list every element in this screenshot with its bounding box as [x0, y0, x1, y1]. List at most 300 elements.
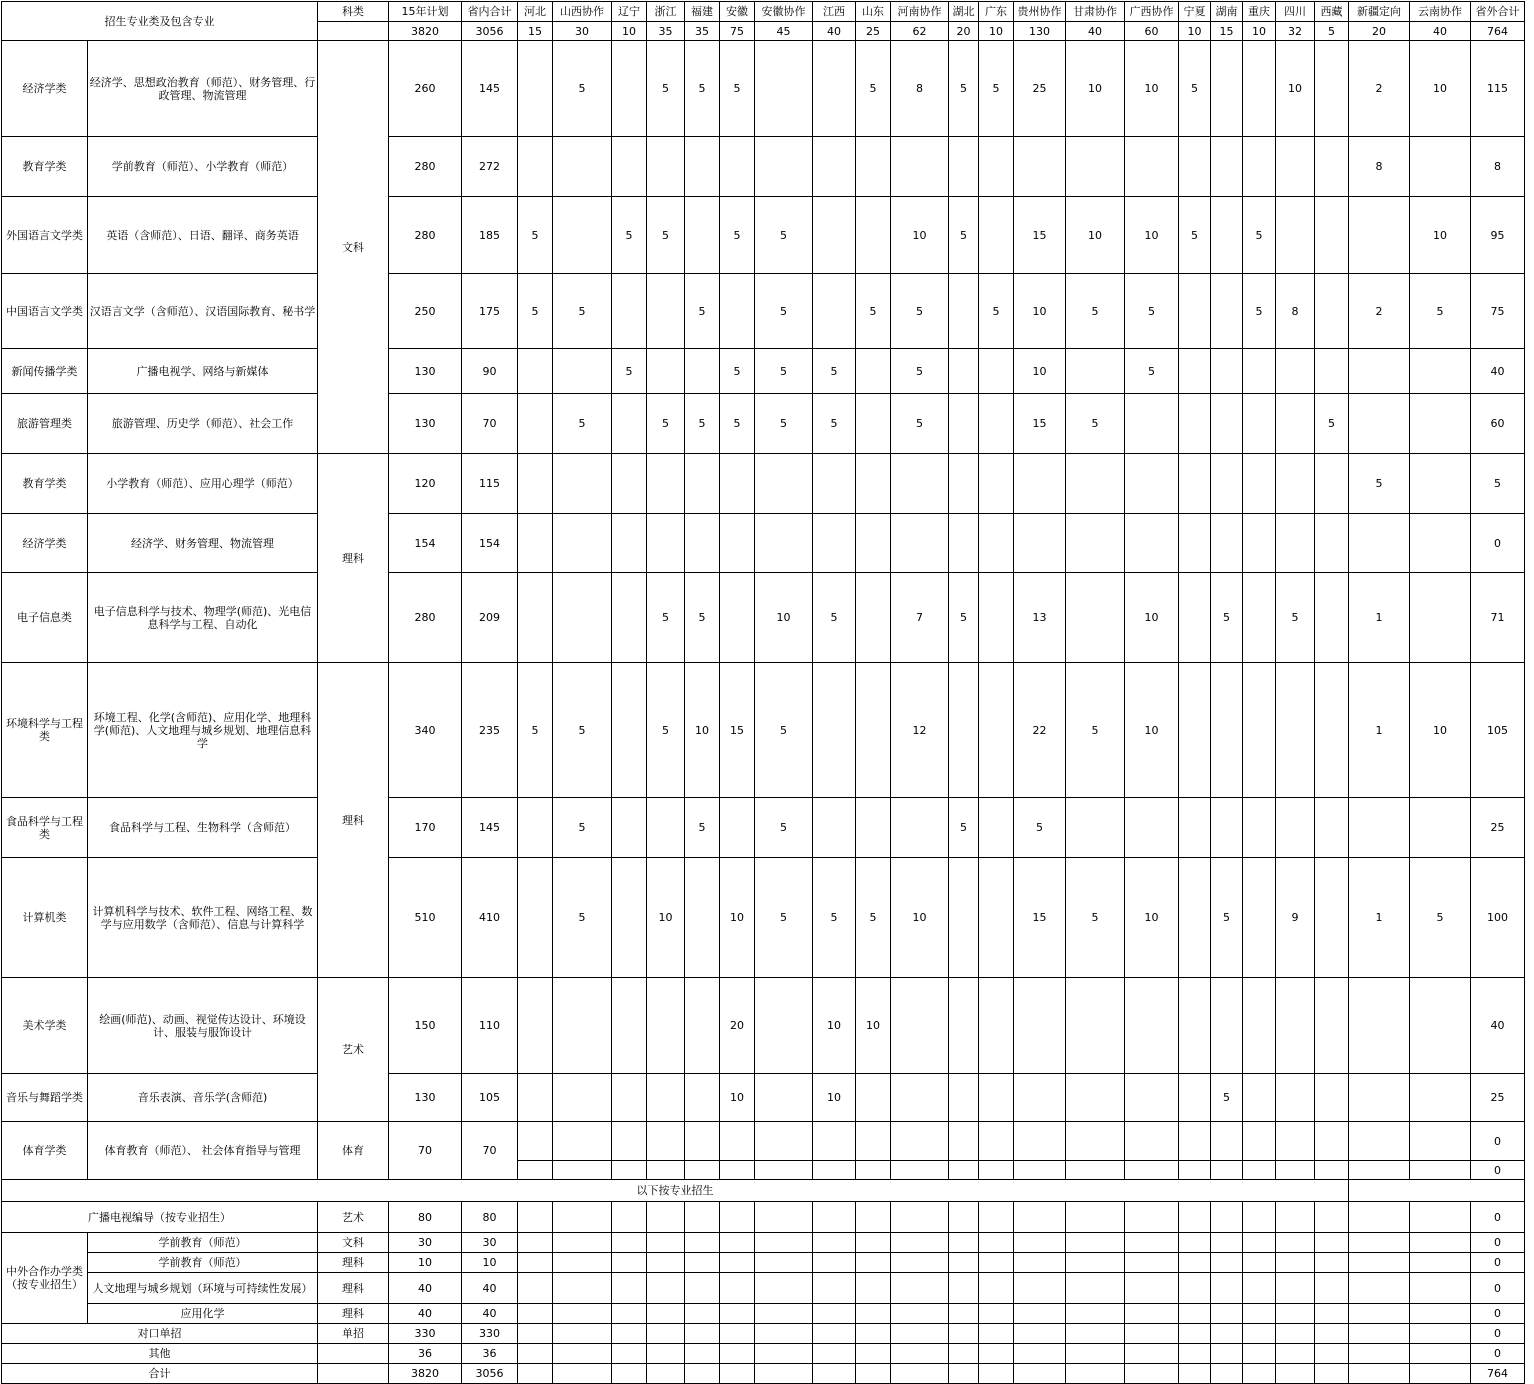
region-value: [1243, 1253, 1276, 1273]
region-value: [1410, 573, 1471, 663]
region-value: 5: [891, 274, 949, 349]
region-value: [1315, 1161, 1349, 1180]
region-value: [1125, 1122, 1179, 1161]
data-row: [2, 394, 1525, 454]
region-value: [553, 1202, 612, 1233]
track-cell: 理科: [318, 1273, 389, 1304]
region-value: [949, 1324, 979, 1344]
region-value: 5: [553, 663, 612, 798]
region-value: 10: [685, 663, 720, 798]
region-value: [856, 514, 891, 573]
data-row: [2, 514, 1525, 573]
program-name: 学前教育（师范）: [88, 1253, 318, 1273]
region-value: 5: [949, 41, 979, 137]
region-value: [1211, 1304, 1243, 1324]
region-value: [1179, 137, 1211, 197]
region-value: [813, 41, 856, 137]
header-outprov: 省外合计: [1471, 2, 1525, 22]
region-value: [755, 1122, 813, 1161]
region-value: [856, 663, 891, 798]
region-value: [647, 1364, 685, 1384]
region-value: [1243, 514, 1276, 573]
region-value: [813, 663, 856, 798]
region-value: 5: [755, 197, 813, 274]
region-value: [1211, 1324, 1243, 1344]
region-value: 25: [1014, 41, 1066, 137]
region-value: [1179, 394, 1211, 454]
region-value: 10: [1125, 663, 1179, 798]
region-value: [720, 1253, 755, 1273]
outprov-value: 0: [1471, 514, 1525, 573]
region-value: [553, 573, 612, 663]
region-value: [720, 1233, 755, 1253]
plan-value: 170: [389, 798, 462, 858]
inprov-value: 36: [462, 1344, 518, 1364]
region-value: [720, 1273, 755, 1304]
region-value: [979, 349, 1014, 394]
category-name: 外国语言文学类: [2, 197, 88, 274]
region-value: [949, 1122, 979, 1161]
inprov-value: 3056: [462, 1364, 518, 1384]
region-value: [720, 1344, 755, 1364]
region-value: 1: [1349, 858, 1410, 978]
region-value: [553, 978, 612, 1074]
region-value: 10: [813, 978, 856, 1074]
header-region: 安徽协作: [755, 2, 813, 22]
region-value: 13: [1014, 573, 1066, 663]
region-value: [856, 197, 891, 274]
region-value: [1014, 1304, 1066, 1324]
outprov-value: 60: [1471, 394, 1525, 454]
region-value: [1014, 1364, 1066, 1384]
region-value: [1211, 1233, 1243, 1253]
region-value: [553, 514, 612, 573]
region-value: 5: [553, 41, 612, 137]
region-value: [1125, 1324, 1179, 1344]
region-value: [612, 663, 647, 798]
outprov-value: 0: [1471, 1253, 1525, 1273]
region-value: [1179, 274, 1211, 349]
region-value: [1243, 573, 1276, 663]
data-row: [2, 349, 1525, 394]
region-value: [1410, 454, 1471, 514]
region-value: [856, 1324, 891, 1344]
region-value: [1243, 978, 1276, 1074]
header-plan: 15年计划: [389, 2, 462, 22]
region-value: [949, 454, 979, 514]
region-value: 5: [1125, 274, 1179, 349]
region-value: [553, 1161, 612, 1180]
plan-value: 120: [389, 454, 462, 514]
region-value: 10: [1125, 573, 1179, 663]
category-name: 食品科学与工程类: [2, 798, 88, 858]
region-value: [1014, 1074, 1066, 1122]
total-region: 10: [1243, 22, 1276, 41]
region-value: [1179, 1324, 1211, 1344]
region-value: [856, 454, 891, 514]
region-value: 5: [979, 274, 1014, 349]
region-value: [1211, 1161, 1243, 1180]
region-value: [1125, 978, 1179, 1074]
region-value: [979, 514, 1014, 573]
program-name: 人文地理与城乡规划（环境与可持续性发展）: [88, 1273, 318, 1304]
region-value: [1410, 1122, 1471, 1161]
region-value: [891, 1202, 949, 1233]
region-value: [1410, 1304, 1471, 1324]
region-value: [1276, 1253, 1315, 1273]
region-value: [612, 1364, 647, 1384]
region-value: [1066, 1253, 1125, 1273]
region-value: [979, 1161, 1014, 1180]
region-value: [720, 1304, 755, 1324]
region-value: [1349, 197, 1410, 274]
region-value: 5: [518, 274, 553, 349]
region-value: [979, 1273, 1014, 1304]
plan-value: 130: [389, 394, 462, 454]
region-value: [1179, 573, 1211, 663]
region-value: [1014, 1233, 1066, 1253]
region-value: [647, 1122, 685, 1161]
region-value: [856, 1273, 891, 1304]
track-cell: 艺术: [318, 978, 389, 1122]
region-value: [949, 1074, 979, 1122]
total-region: 45: [755, 22, 813, 41]
region-value: 2: [1349, 41, 1410, 137]
region-value: [685, 137, 720, 197]
plan-value: 130: [389, 349, 462, 394]
region-value: [1066, 1122, 1125, 1161]
region-value: [1066, 1304, 1125, 1324]
region-value: [1243, 41, 1276, 137]
region-value: [518, 573, 553, 663]
region-value: 5: [949, 573, 979, 663]
region-value: 15: [1014, 394, 1066, 454]
region-value: [755, 41, 813, 137]
region-value: [1014, 1122, 1066, 1161]
category-name: 教育学类: [2, 454, 88, 514]
region-value: [949, 1233, 979, 1253]
total-region: 10: [979, 22, 1014, 41]
region-value: [1179, 1074, 1211, 1122]
region-value: 5: [755, 274, 813, 349]
region-value: [1179, 858, 1211, 978]
inprov-value: 330: [462, 1324, 518, 1344]
region-value: 5: [813, 349, 856, 394]
region-value: [949, 1344, 979, 1364]
region-value: [813, 1364, 856, 1384]
region-value: [553, 1233, 612, 1253]
inprov-value: 154: [462, 514, 518, 573]
region-value: [612, 573, 647, 663]
region-value: [1211, 274, 1243, 349]
region-value: 5: [720, 394, 755, 454]
region-value: 5: [685, 798, 720, 858]
region-value: 5: [979, 41, 1014, 137]
region-value: [979, 1364, 1014, 1384]
region-value: [518, 349, 553, 394]
total-plan: 3820: [389, 22, 462, 41]
region-value: [1315, 197, 1349, 274]
region-value: 10: [856, 978, 891, 1074]
region-value: [1243, 858, 1276, 978]
region-value: [1125, 137, 1179, 197]
region-value: [1349, 349, 1410, 394]
region-value: [1410, 798, 1471, 858]
data-row: [2, 573, 1525, 663]
region-value: [1066, 349, 1125, 394]
region-value: 5: [1211, 858, 1243, 978]
region-value: 12: [891, 663, 949, 798]
region-value: 5: [949, 197, 979, 274]
region-value: [720, 514, 755, 573]
region-value: 5: [1211, 1074, 1243, 1122]
region-value: [755, 1074, 813, 1122]
region-value: 1: [1349, 663, 1410, 798]
region-value: [720, 274, 755, 349]
region-value: [1349, 798, 1410, 858]
region-value: [612, 1273, 647, 1304]
region-value: [1125, 1253, 1179, 1273]
region-value: [856, 1161, 891, 1180]
region-value: [891, 514, 949, 573]
region-value: [1211, 1202, 1243, 1233]
region-value: [856, 1304, 891, 1324]
header-region: 湖南: [1211, 2, 1243, 22]
region-value: [979, 858, 1014, 978]
track-cell: 体育: [318, 1122, 389, 1180]
region-value: [1315, 1304, 1349, 1324]
region-value: [1243, 1233, 1276, 1253]
region-value: [1276, 197, 1315, 274]
region-value: [856, 1074, 891, 1122]
region-value: [1276, 137, 1315, 197]
region-value: [979, 1233, 1014, 1253]
region-value: [518, 978, 553, 1074]
region-value: [979, 573, 1014, 663]
total-region: 62: [891, 22, 949, 41]
region-value: [1125, 1233, 1179, 1253]
outprov-value: 25: [1471, 1074, 1525, 1122]
region-value: [1125, 1364, 1179, 1384]
majors-list: 旅游管理、历史学（师范）、社会工作: [88, 394, 318, 454]
region-value: [856, 1202, 891, 1233]
header-region: 湖北: [949, 2, 979, 22]
data-row: [2, 197, 1525, 274]
region-value: [1066, 514, 1125, 573]
region-value: 5: [1243, 197, 1276, 274]
region-value: [720, 1202, 755, 1233]
region-value: 5: [720, 349, 755, 394]
header-region: 重庆: [1243, 2, 1276, 22]
region-value: [1014, 1253, 1066, 1273]
region-value: [891, 1324, 949, 1344]
region-value: [1349, 978, 1410, 1074]
region-value: [1315, 663, 1349, 798]
region-value: 5: [755, 349, 813, 394]
region-value: [1243, 454, 1276, 514]
region-value: [755, 454, 813, 514]
region-value: [1349, 1122, 1410, 1161]
outprov-value: 40: [1471, 349, 1525, 394]
total-region: 35: [685, 22, 720, 41]
total-region: 32: [1276, 22, 1315, 41]
region-value: [720, 454, 755, 514]
region-value: [1014, 1273, 1066, 1304]
region-value: [612, 394, 647, 454]
region-value: 2: [1349, 274, 1410, 349]
region-value: [1066, 1273, 1125, 1304]
region-value: [1243, 663, 1276, 798]
region-value: [949, 1253, 979, 1273]
data-row: [2, 41, 1525, 137]
region-value: [979, 137, 1014, 197]
header-region: 辽宁: [612, 2, 647, 22]
total-outprov: 764: [1471, 22, 1525, 41]
region-value: 5: [720, 41, 755, 137]
region-value: [1179, 1233, 1211, 1253]
region-value: [612, 978, 647, 1074]
region-value: [891, 454, 949, 514]
outprov-value: 105: [1471, 663, 1525, 798]
region-value: [553, 1273, 612, 1304]
region-value: 5: [856, 858, 891, 978]
category-name: 新闻传播学类: [2, 349, 88, 394]
plan-value: 330: [389, 1324, 462, 1344]
region-value: 10: [891, 858, 949, 978]
region-value: 5: [1014, 798, 1066, 858]
region-value: 10: [1276, 41, 1315, 137]
inprov-value: 185: [462, 197, 518, 274]
program-name: 广播电视编导（按专业招生）: [2, 1202, 318, 1233]
region-value: [1410, 1233, 1471, 1253]
outprov-value: 0: [1471, 1324, 1525, 1344]
region-value: [647, 1233, 685, 1253]
region-value: [1410, 1074, 1471, 1122]
program-name: 对口单招: [2, 1324, 318, 1344]
region-value: [755, 1161, 813, 1180]
region-value: 5: [813, 858, 856, 978]
region-value: [553, 1324, 612, 1344]
data-row: [2, 137, 1525, 197]
region-value: [1014, 514, 1066, 573]
region-value: [1066, 1324, 1125, 1344]
special-row: [2, 1253, 1525, 1273]
majors-list: 绘画(师范)、动画、视觉传达设计、环境设计、服装与服饰设计: [88, 978, 318, 1074]
region-value: [1315, 514, 1349, 573]
category-name: 计算机类: [2, 858, 88, 978]
region-value: 5: [720, 197, 755, 274]
region-value: [813, 274, 856, 349]
region-value: [612, 1304, 647, 1324]
region-value: [1066, 798, 1125, 858]
region-value: [1349, 1253, 1410, 1273]
region-value: [979, 1324, 1014, 1344]
region-value: [1276, 1344, 1315, 1364]
region-value: [1243, 394, 1276, 454]
total-region: 130: [1014, 22, 1066, 41]
plan-value: 280: [389, 197, 462, 274]
region-value: 15: [1014, 858, 1066, 978]
region-value: [518, 1122, 553, 1161]
region-value: 5: [553, 274, 612, 349]
region-value: [553, 137, 612, 197]
header-region: 福建: [685, 2, 720, 22]
region-value: [1125, 1344, 1179, 1364]
region-value: [1243, 1344, 1276, 1364]
region-value: [553, 197, 612, 274]
total-region: 35: [647, 22, 685, 41]
region-value: [1315, 137, 1349, 197]
region-value: [1211, 514, 1243, 573]
region-value: [518, 1364, 553, 1384]
region-value: [553, 1364, 612, 1384]
majors-list: 音乐表演、音乐学(含师范): [88, 1074, 318, 1122]
region-value: [1410, 1324, 1471, 1344]
region-value: 5: [856, 274, 891, 349]
region-value: [685, 1202, 720, 1233]
category-name: 教育学类: [2, 137, 88, 197]
region-value: 5: [647, 663, 685, 798]
region-value: [1243, 1202, 1276, 1233]
region-value: [1125, 514, 1179, 573]
header-track-blank: [318, 22, 389, 41]
inprov-value: 70: [462, 394, 518, 454]
region-value: [813, 197, 856, 274]
region-value: 5: [1066, 663, 1125, 798]
plan-value: 70: [389, 1122, 462, 1180]
region-value: [1243, 1074, 1276, 1122]
region-value: [1211, 41, 1243, 137]
outprov-value: 764: [1471, 1364, 1525, 1384]
region-value: [1211, 798, 1243, 858]
region-value: [1211, 1122, 1243, 1161]
region-value: [1315, 274, 1349, 349]
region-value: [647, 1304, 685, 1324]
region-value: [1179, 349, 1211, 394]
total-region: 25: [856, 22, 891, 41]
region-value: [1349, 1364, 1410, 1384]
inprov-value: 40: [462, 1273, 518, 1304]
region-value: [891, 1161, 949, 1180]
header-region: 山东: [856, 2, 891, 22]
total-region: 40: [1410, 22, 1471, 41]
region-value: [1276, 1273, 1315, 1304]
region-value: [647, 798, 685, 858]
region-value: 5: [1349, 454, 1410, 514]
region-value: 5: [685, 394, 720, 454]
region-value: [518, 454, 553, 514]
region-value: [979, 1202, 1014, 1233]
region-value: 5: [647, 41, 685, 137]
outprov-value: 75: [1471, 274, 1525, 349]
majors-list: 电子信息科学与技术、物理学(师范)、光电信息科学与工程、自动化: [88, 573, 318, 663]
region-value: 5: [1066, 394, 1125, 454]
region-value: 5: [612, 349, 647, 394]
region-value: [1211, 1364, 1243, 1384]
total-region: 75: [720, 22, 755, 41]
region-value: [1276, 1122, 1315, 1161]
region-value: [647, 1202, 685, 1233]
total-region: 15: [1211, 22, 1243, 41]
region-value: [612, 41, 647, 137]
region-value: [1211, 197, 1243, 274]
inprov-value: 40: [462, 1304, 518, 1324]
region-value: 5: [685, 573, 720, 663]
region-value: [685, 1273, 720, 1304]
region-value: [1243, 137, 1276, 197]
track-cell: 理科: [318, 1304, 389, 1324]
region-value: [1349, 1273, 1410, 1304]
